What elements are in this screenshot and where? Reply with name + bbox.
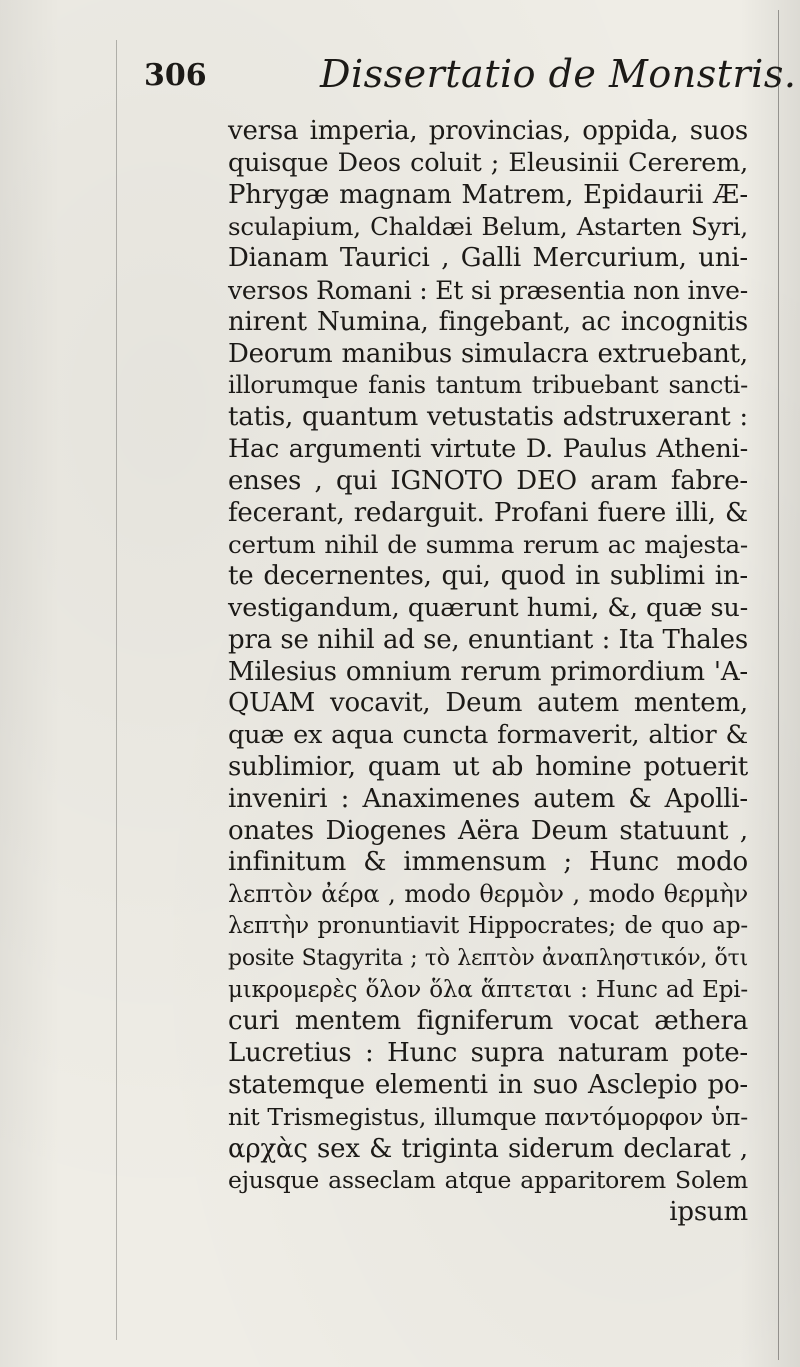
text-line: Lucretius : Hunc supra naturam pote- <box>228 1038 748 1069</box>
text-line: vestigandum, quærunt humi, &, quæ su- <box>228 592 748 623</box>
text-line: Hac argumenti virtute D. Paulus Atheni- <box>228 433 748 464</box>
right-margin-rule <box>778 10 779 1360</box>
text-line: versos Romani : Et si præsentia non inve- <box>228 275 748 305</box>
text-line: enses , qui IGNOTO DEO aram fabre- <box>228 465 748 496</box>
text-line: pra se nihil ad se, enuntiant : Ita Thales <box>228 624 748 655</box>
text-line: tatis, quantum vetustatis adstruxerant : <box>228 402 748 433</box>
text-line: statemque elementi in suo Asclepio po- <box>228 1069 748 1100</box>
text-line: posite Stagyrita ; τὸ λεπτὸν ἀναπληστικόν, ὅτι <box>228 945 748 971</box>
text-line: certum nihil de summa rerum ac majesta- <box>228 530 748 560</box>
text-line: αρχὰς sex & triginta siderum declarat , <box>228 1133 748 1164</box>
text-line: quæ ex aqua cuncta formaverit, altior & <box>228 720 748 751</box>
text-line: ejusque asseclam atque apparitorem Solem <box>228 1166 748 1195</box>
text-line: curi mentem figniferum vocat æthera <box>228 1006 748 1037</box>
text-line: μικρομερὲς ὅλον ὅλα ἅπτεται : Hunc ad Epi- <box>228 976 748 1003</box>
text-line: QUAM vocavit, Deum autem mentem, <box>228 688 748 719</box>
text-line: nirent Numina, fingebant, ac incognitis <box>228 306 748 337</box>
text-line: fecerant, redarguit. Profani fuere illi, & <box>228 497 748 528</box>
text-line: Dianam Taurici , Galli Mercurium, uni- <box>228 243 748 274</box>
text-line: Deorum manibus simulacra extruebant, <box>228 338 748 369</box>
text-line: λεπτὸν ἀέρα , modo θερμὸν , modo θερμὴν <box>228 880 748 909</box>
text-line: sculapium, Chaldæi Belum, Astarten Syri, <box>228 212 748 242</box>
text-line: λεπτὴν pronuntiavit Hippocrates; de quo ap- <box>228 912 748 939</box>
text-line: nit Trismegistus, illumque παντόμορφον ὑπ- <box>228 1102 748 1131</box>
text-line: Phrygæ magnam Matrem, Epidaurii Æ- <box>228 179 748 210</box>
text-line: versa imperia, provincias, oppida, suos <box>228 116 748 146</box>
page-number: 306 <box>144 58 207 93</box>
body-text <box>228 116 748 1229</box>
text-line: infinitum & immensum ; Hunc modo <box>228 847 748 878</box>
text-line: quisque Deos coluit ; Eleusinii Cererem, <box>228 147 748 178</box>
text-line: Milesius omnium rerum primordium 'A- <box>228 656 748 687</box>
catchword: ipsum <box>669 1197 748 1228</box>
running-head: Dissertatio de Monstris. <box>320 52 797 96</box>
text-line: inveniri : Anaximenes autem & Apolli- <box>228 783 748 814</box>
text-line: te decernentes, qui, quod in sublimi in- <box>228 561 748 592</box>
text-line: onates Diogenes Aëra Deum statuunt , <box>228 815 748 846</box>
text-line: sublimior, quam ut ab homine potuerit <box>228 751 748 782</box>
text-line: illorumque fanis tantum tribuebant sancti- <box>228 371 748 400</box>
left-margin-rule <box>116 40 117 1340</box>
